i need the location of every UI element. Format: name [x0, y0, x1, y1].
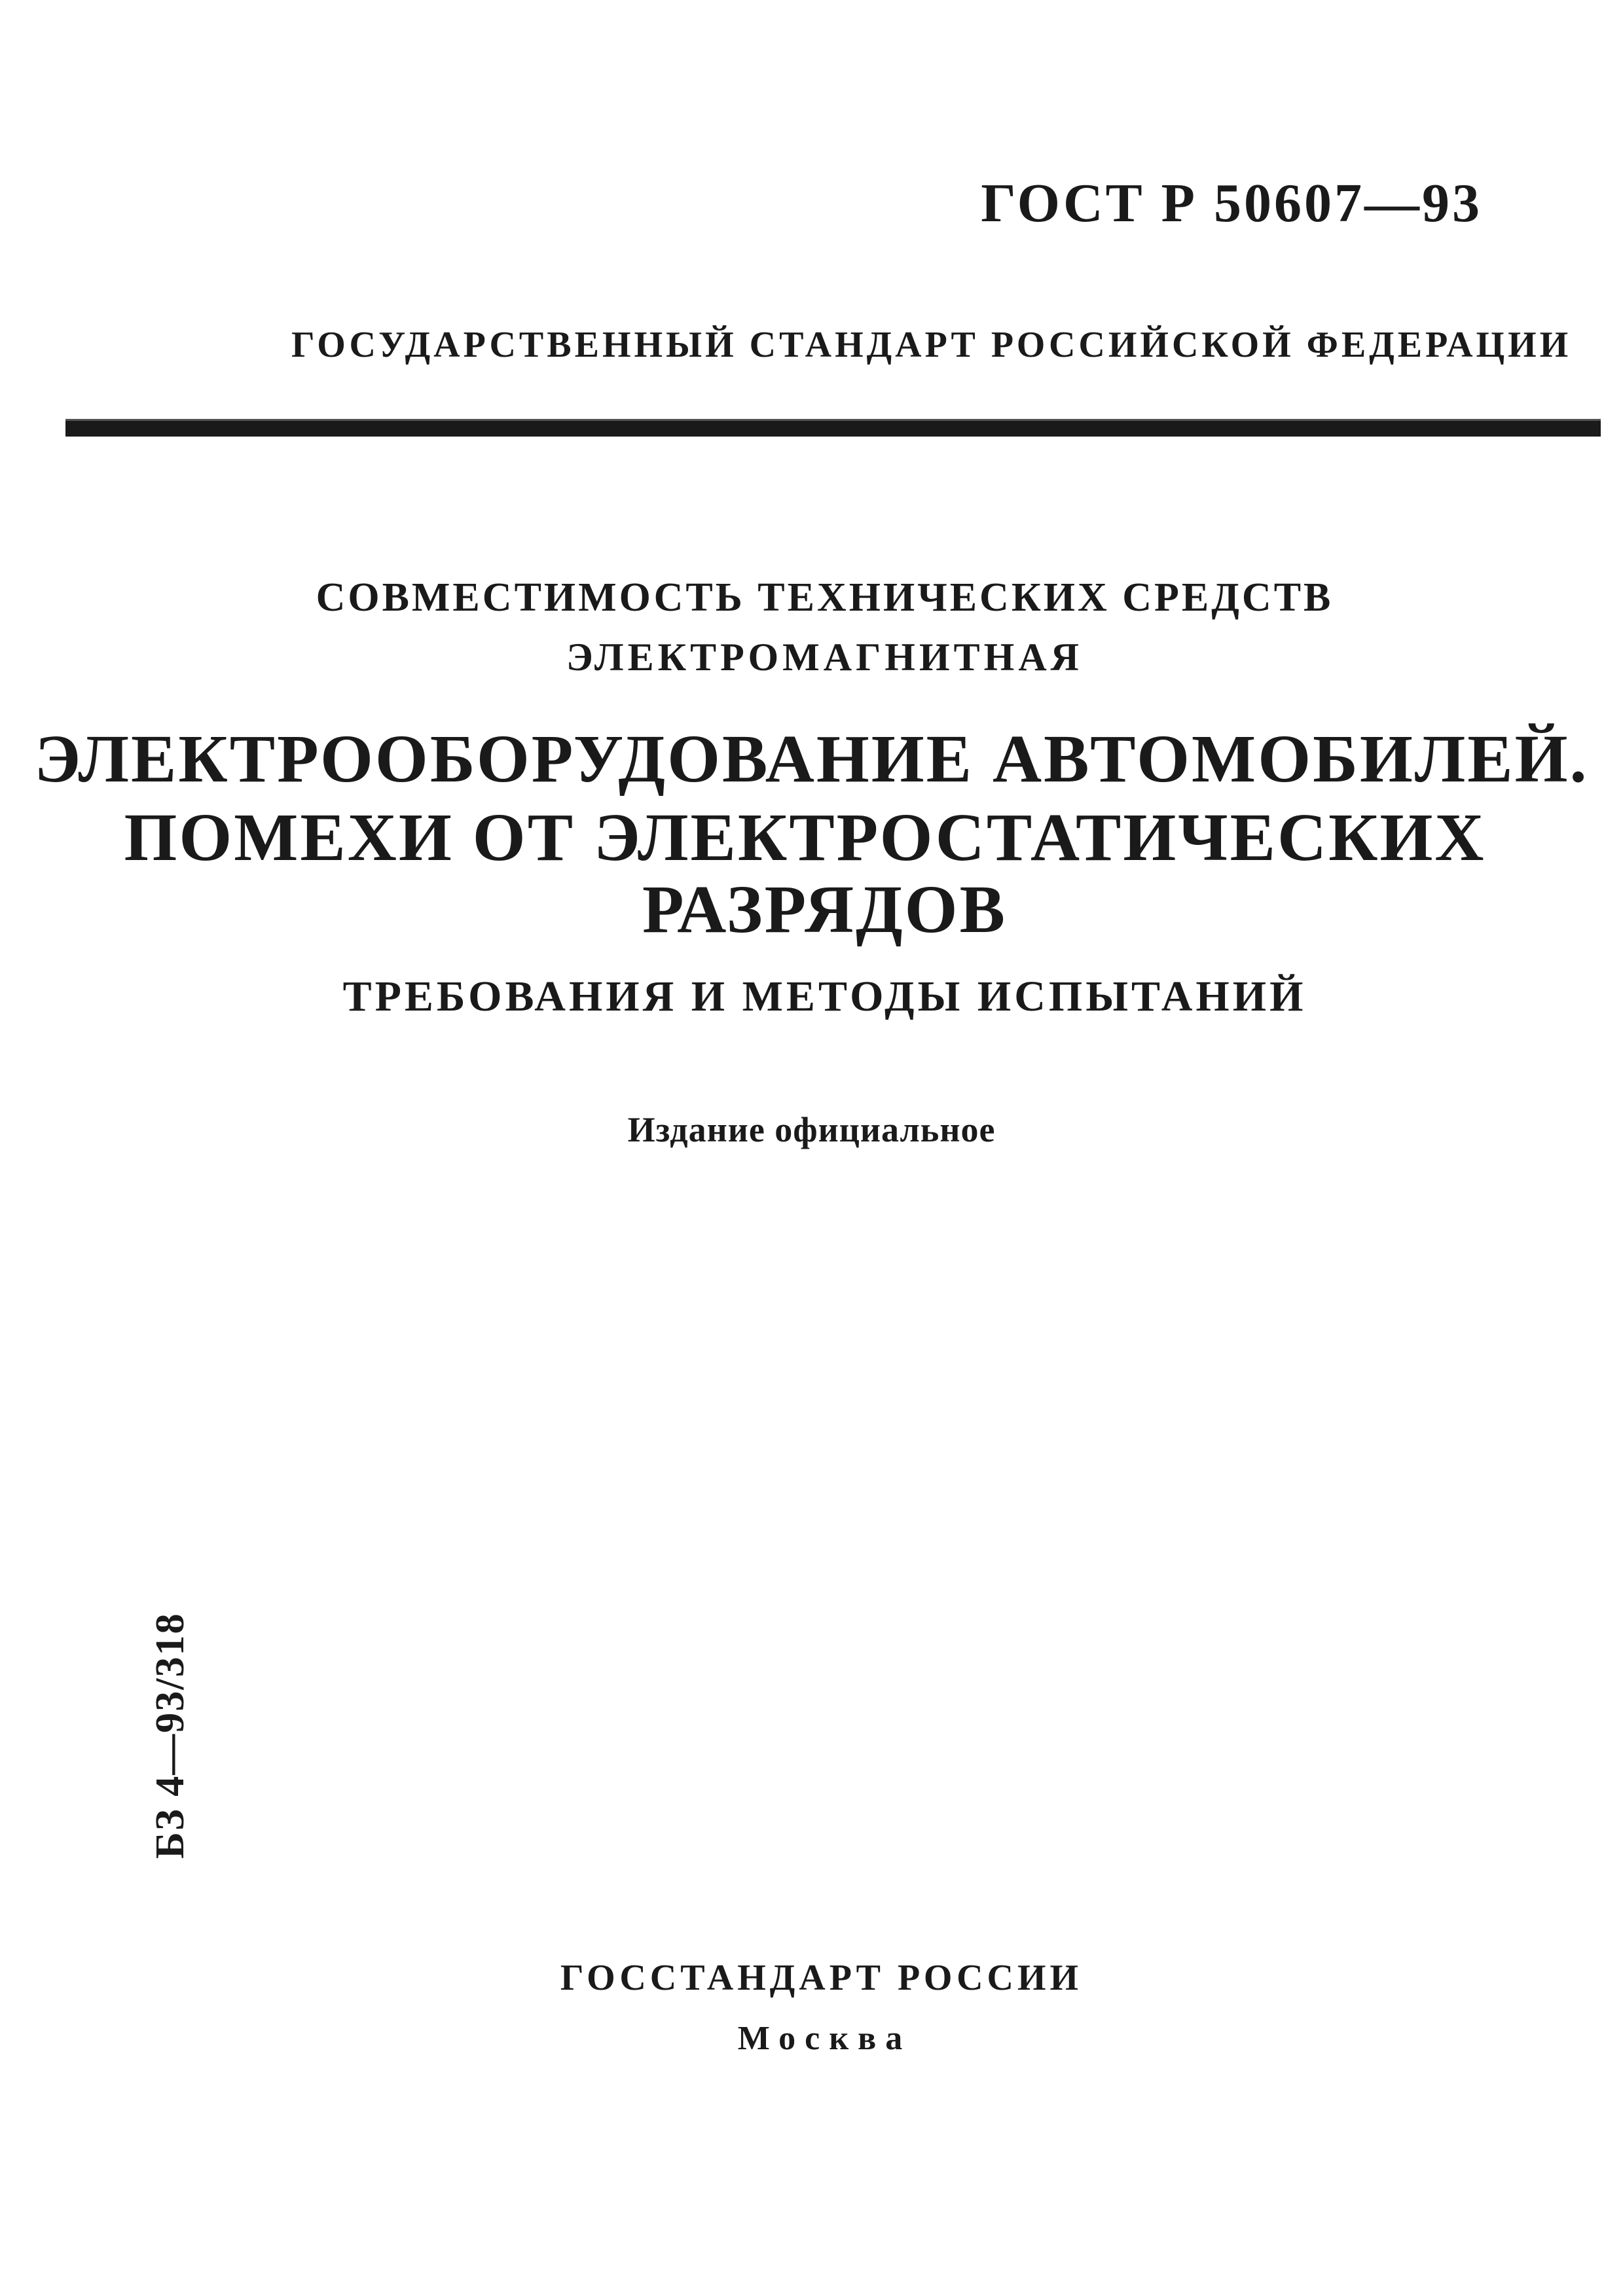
subtitle-line-2: ПОМЕХИ ОТ ЭЛЕКТРОСТАТИЧЕСКИХ: [124, 800, 1486, 875]
requirements-heading: ТРЕБОВАНИЯ И МЕТОДЫ ИСПЫТАНИЙ: [342, 973, 1307, 1020]
subtitle-line-1: ЭЛЕКТРООБОРУДОВАНИЕ АВТОМОБИЛЕЙ.: [34, 721, 1589, 797]
document-number: ГОСТ Р 50607—93: [981, 173, 1482, 234]
publisher-name: ГОССТАНДАРТ РОССИИ: [560, 1958, 1083, 1998]
edition-label: Издание официальное: [627, 1110, 996, 1149]
organization-header: ГОСУДАРСТВЕННЫЙ СТАНДАРТ РОССИЙСКОЙ ФЕДЕРАЦИИ: [291, 325, 1572, 365]
subtitle-line-3: РАЗРЯДОВ: [642, 872, 1007, 947]
title-line-1: СОВМЕСТИМОСТЬ ТЕХНИЧЕСКИХ СРЕДСТВ: [316, 575, 1334, 620]
publisher-city: Москва: [737, 2020, 912, 2057]
side-catalog-code: БЗ 4—93/318: [148, 1612, 192, 1859]
title-line-2: ЭЛЕКТРОМАГНИТНАЯ: [566, 636, 1083, 679]
header-divider-rule: [65, 419, 1601, 437]
